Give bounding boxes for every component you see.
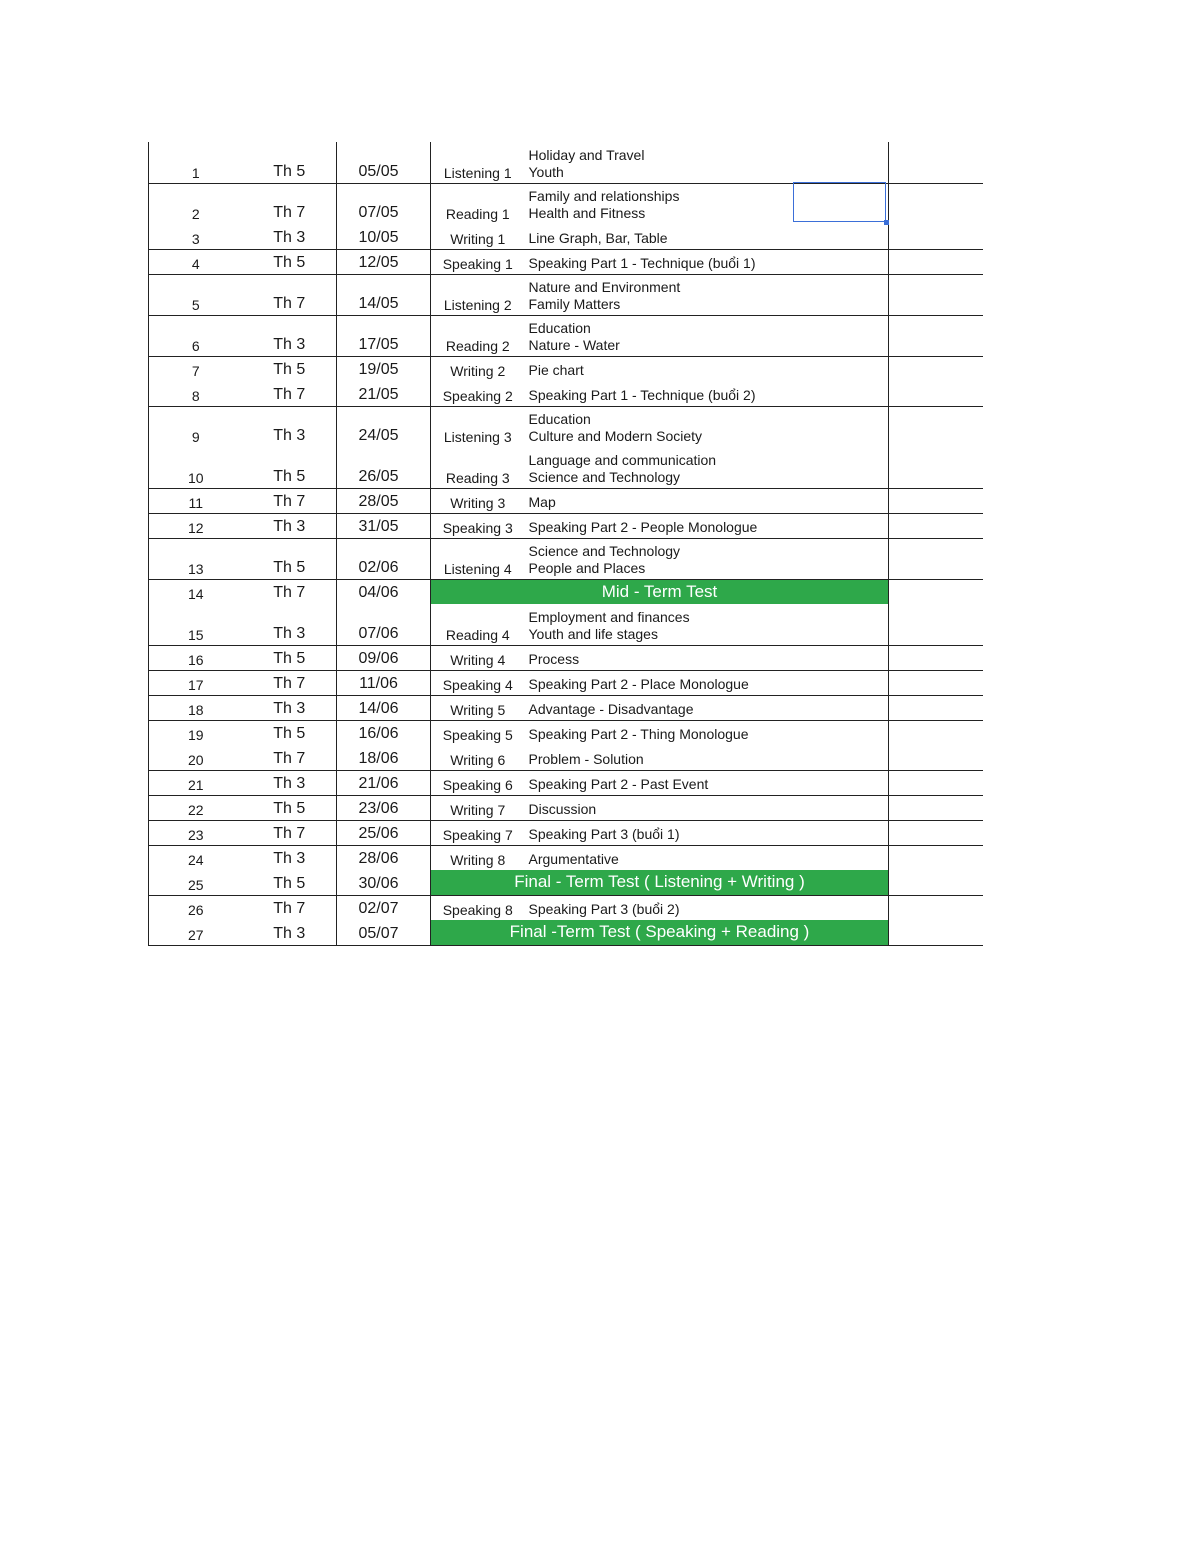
date-cell[interactable]: 12/05 xyxy=(337,249,431,274)
topic-line: Speaking Part 2 - People Monologue xyxy=(528,518,758,535)
session-number-cell[interactable]: 11 xyxy=(149,488,243,513)
topic-line: Speaking Part 3 (buổi 1) xyxy=(528,825,680,842)
topic-line: Map xyxy=(528,493,556,510)
blank-cell[interactable] xyxy=(889,745,983,770)
session-number-cell[interactable]: 25 xyxy=(149,870,243,895)
table-row xyxy=(149,579,983,604)
blank-cell[interactable] xyxy=(889,895,983,920)
table-row xyxy=(149,770,983,795)
skill-cell[interactable]: Writing 6 xyxy=(431,745,525,770)
topic-line: Science and Technology xyxy=(528,542,681,559)
topic-cell[interactable] xyxy=(525,538,889,579)
topic-cell[interactable] xyxy=(525,720,889,745)
date-cell[interactable]: 07/05 xyxy=(337,183,431,224)
session-number-cell[interactable]: 17 xyxy=(149,670,243,695)
session-number-cell[interactable]: 7 xyxy=(149,356,243,381)
schedule-table xyxy=(148,142,983,946)
table-row xyxy=(149,406,983,447)
topic-cell[interactable] xyxy=(525,745,889,770)
weekday-cell[interactable]: Th 5 xyxy=(243,645,337,670)
session-number-cell[interactable]: 27 xyxy=(149,920,243,945)
session-number-cell[interactable]: 12 xyxy=(149,513,243,538)
weekday-cell[interactable]: Th 5 xyxy=(243,447,337,488)
test-banner-cell[interactable]: Mid - Term Test xyxy=(431,579,889,604)
topic-cell[interactable] xyxy=(525,274,889,315)
date-cell[interactable]: 25/06 xyxy=(337,820,431,845)
session-number-cell[interactable]: 21 xyxy=(149,770,243,795)
table-row xyxy=(149,895,983,920)
blank-cell[interactable] xyxy=(889,356,983,381)
skill-cell[interactable]: Speaking 1 xyxy=(431,249,525,274)
weekday-cell[interactable]: Th 3 xyxy=(243,920,337,945)
fill-handle[interactable] xyxy=(884,220,889,225)
weekday-cell[interactable]: Th 7 xyxy=(243,274,337,315)
skill-cell[interactable]: Listening 1 xyxy=(431,142,525,183)
blank-cell[interactable] xyxy=(889,795,983,820)
weekday-cell[interactable]: Th 3 xyxy=(243,695,337,720)
skill-cell[interactable]: Reading 3 xyxy=(431,447,525,488)
date-cell[interactable]: 21/05 xyxy=(337,381,431,406)
session-number-cell[interactable]: 1 xyxy=(149,142,243,183)
blank-cell[interactable] xyxy=(889,670,983,695)
date-cell[interactable]: 26/05 xyxy=(337,447,431,488)
table-row xyxy=(149,670,983,695)
topic-cell[interactable] xyxy=(525,224,889,249)
weekday-cell[interactable]: Th 5 xyxy=(243,142,337,183)
skill-cell[interactable]: Reading 4 xyxy=(431,604,525,645)
skill-cell[interactable]: Writing 1 xyxy=(431,224,525,249)
table-row xyxy=(149,870,983,895)
topic-cell[interactable] xyxy=(525,447,889,488)
topic-line: Education xyxy=(528,319,591,336)
topic-line: Culture and Modern Society xyxy=(528,428,703,444)
blank-cell[interactable] xyxy=(889,604,983,645)
topic-line: People and Places xyxy=(528,559,646,576)
session-number-cell[interactable]: 2 xyxy=(149,183,243,224)
topic-cell[interactable] xyxy=(525,820,889,845)
session-number-cell[interactable]: 5 xyxy=(149,274,243,315)
weekday-cell[interactable]: Th 5 xyxy=(243,795,337,820)
table-row xyxy=(149,604,983,645)
selected-cell-highlight[interactable] xyxy=(793,182,886,222)
weekday-cell[interactable]: Th 3 xyxy=(243,604,337,645)
schedule-sheet xyxy=(148,142,982,946)
topic-line: Family Matters xyxy=(528,295,621,312)
topic-line: Speaking Part 2 - Place Monologue xyxy=(528,675,749,692)
skill-cell[interactable]: Speaking 6 xyxy=(431,770,525,795)
date-cell[interactable]: 05/07 xyxy=(337,920,431,945)
blank-cell[interactable] xyxy=(889,315,983,356)
topic-cell[interactable] xyxy=(525,604,889,645)
table-row xyxy=(149,356,983,381)
session-number-cell[interactable]: 8 xyxy=(149,381,243,406)
skill-cell[interactable]: Writing 5 xyxy=(431,695,525,720)
table-row xyxy=(149,538,983,579)
topic-line: Argumentative xyxy=(528,851,619,867)
skill-cell[interactable]: Writing 4 xyxy=(431,645,525,670)
date-cell[interactable]: 30/06 xyxy=(337,870,431,895)
topic-line: Pie chart xyxy=(528,362,584,378)
skill-cell[interactable]: Speaking 2 xyxy=(431,381,525,406)
topic-line: Youth xyxy=(528,163,564,180)
weekday-cell[interactable]: Th 7 xyxy=(243,579,337,604)
date-cell[interactable]: 10/05 xyxy=(337,224,431,249)
date-cell[interactable]: 24/05 xyxy=(337,406,431,447)
weekday-cell[interactable]: Th 3 xyxy=(243,315,337,356)
date-cell[interactable]: 19/05 xyxy=(337,356,431,381)
test-banner-cell[interactable]: Final - Term Test ( Listening + Writing ) xyxy=(431,870,889,895)
date-cell[interactable]: 14/06 xyxy=(337,695,431,720)
blank-cell[interactable] xyxy=(889,224,983,249)
date-cell[interactable]: 28/06 xyxy=(337,845,431,870)
blank-cell[interactable] xyxy=(889,513,983,538)
session-number-cell[interactable]: 16 xyxy=(149,645,243,670)
weekday-cell[interactable]: Th 7 xyxy=(243,745,337,770)
weekday-cell[interactable]: Th 7 xyxy=(243,895,337,920)
topic-cell[interactable] xyxy=(525,381,889,406)
blank-cell[interactable] xyxy=(889,183,983,224)
date-cell[interactable]: 31/05 xyxy=(337,513,431,538)
table-row xyxy=(149,447,983,488)
blank-cell[interactable] xyxy=(889,920,983,945)
session-number-cell[interactable]: 18 xyxy=(149,695,243,720)
blank-cell[interactable] xyxy=(889,870,983,895)
weekday-cell[interactable]: Th 7 xyxy=(243,820,337,845)
skill-cell[interactable]: Writing 2 xyxy=(450,363,506,379)
topic-cell[interactable] xyxy=(525,795,889,820)
session-number-cell[interactable]: 4 xyxy=(149,249,243,274)
table-row xyxy=(149,820,983,845)
skill-cell[interactable]: Listening 4 xyxy=(431,538,525,579)
blank-cell[interactable] xyxy=(889,770,983,795)
blank-cell[interactable] xyxy=(889,142,983,183)
date-cell[interactable]: 16/06 xyxy=(337,720,431,745)
session-number-cell[interactable]: 22 xyxy=(149,795,243,820)
table-row xyxy=(149,720,983,745)
table-row xyxy=(149,745,983,770)
topic-line: Health and Fitness xyxy=(528,205,646,221)
table-row xyxy=(149,513,983,538)
date-cell[interactable]: 02/07 xyxy=(337,895,431,920)
date-cell[interactable]: 14/05 xyxy=(337,274,431,315)
session-number-cell[interactable]: 23 xyxy=(149,820,243,845)
blank-cell[interactable] xyxy=(889,645,983,670)
skill-cell[interactable]: Speaking 3 xyxy=(431,513,525,538)
topic-cell[interactable] xyxy=(525,695,889,720)
session-number-cell[interactable]: 3 xyxy=(149,224,243,249)
skill-cell[interactable]: Listening 3 xyxy=(443,429,512,445)
table-row xyxy=(149,315,983,356)
table-row xyxy=(149,274,983,315)
blank-cell[interactable] xyxy=(889,845,983,870)
topic-cell[interactable] xyxy=(525,645,889,670)
skill-cell[interactable]: Reading 2 xyxy=(431,315,525,356)
date-cell[interactable]: 28/05 xyxy=(337,488,431,513)
topic-cell[interactable] xyxy=(525,406,889,447)
session-number-cell[interactable]: 24 xyxy=(149,845,243,870)
date-cell[interactable]: 21/06 xyxy=(337,770,431,795)
session-number-cell[interactable]: 15 xyxy=(149,604,243,645)
topic-line: Speaking Part 3 (buổi 2) xyxy=(528,901,680,917)
topic-cell[interactable] xyxy=(525,845,889,870)
date-cell[interactable]: 04/06 xyxy=(337,579,431,604)
blank-cell[interactable] xyxy=(889,381,983,406)
topic-cell[interactable] xyxy=(525,670,889,695)
date-cell[interactable]: 09/06 xyxy=(337,645,431,670)
session-number-cell[interactable]: 20 xyxy=(149,745,243,770)
weekday-cell[interactable]: Th 7 xyxy=(243,488,337,513)
skill-cell[interactable]: Reading 1 xyxy=(445,206,510,222)
table-row xyxy=(149,845,983,870)
weekday-cell[interactable]: Th 3 xyxy=(243,224,337,249)
weekday-cell[interactable]: Th 7 xyxy=(243,670,337,695)
skill-cell[interactable]: Speaking 4 xyxy=(431,670,525,695)
skill-cell[interactable]: Speaking 7 xyxy=(431,820,525,845)
skill-cell[interactable]: Writing 7 xyxy=(431,795,525,820)
weekday-cell[interactable]: Th 5 xyxy=(243,249,337,274)
skill-cell[interactable]: Writing 8 xyxy=(450,852,506,868)
topic-line: Nature and Environment xyxy=(528,278,681,295)
table-row xyxy=(149,249,983,274)
weekday-cell[interactable]: Th 5 xyxy=(243,720,337,745)
topic-cell[interactable] xyxy=(525,356,889,381)
date-cell[interactable]: 18/06 xyxy=(337,745,431,770)
date-cell[interactable]: 11/06 xyxy=(337,670,431,695)
topic-cell[interactable] xyxy=(525,142,889,183)
topic-cell[interactable] xyxy=(525,770,889,795)
session-number-cell[interactable]: 26 xyxy=(149,895,243,920)
topic-cell[interactable] xyxy=(525,315,889,356)
topic-line: Process xyxy=(528,650,580,667)
date-cell[interactable]: 07/06 xyxy=(337,604,431,645)
topic-cell[interactable] xyxy=(525,513,889,538)
topic-cell[interactable] xyxy=(525,249,889,274)
blank-cell[interactable] xyxy=(889,538,983,579)
date-cell[interactable]: 02/06 xyxy=(337,538,431,579)
date-cell[interactable]: 17/05 xyxy=(337,315,431,356)
topic-line: Holiday and Travel xyxy=(528,146,645,163)
topic-cell[interactable] xyxy=(525,895,889,920)
session-number-cell[interactable]: 14 xyxy=(149,579,243,604)
session-number-cell[interactable]: 13 xyxy=(149,538,243,579)
weekday-cell[interactable]: Th 3 xyxy=(243,406,337,447)
table-row xyxy=(149,142,983,183)
blank-cell[interactable] xyxy=(889,488,983,513)
topic-line: Science and Technology xyxy=(528,468,681,485)
weekday-cell[interactable]: Th 7 xyxy=(243,183,337,224)
table-row xyxy=(149,920,983,945)
topic-line: Family and relationships xyxy=(528,188,680,204)
weekday-cell[interactable]: Th 5 xyxy=(243,356,337,381)
topic-line: Discussion xyxy=(528,800,597,817)
weekday-cell[interactable]: Th 3 xyxy=(243,770,337,795)
blank-cell[interactable] xyxy=(889,406,983,447)
topic-line: Problem - Solution xyxy=(528,750,644,767)
table-row xyxy=(149,381,983,406)
weekday-cell[interactable]: Th 5 xyxy=(243,870,337,895)
blank-cell[interactable] xyxy=(889,820,983,845)
topic-line: Employment and finances xyxy=(528,608,690,625)
blank-cell[interactable] xyxy=(889,447,983,488)
topic-line: Advantage - Disadvantage xyxy=(528,700,694,717)
topic-line: Youth and life stages xyxy=(528,625,658,642)
skill-cell[interactable]: Speaking 8 xyxy=(442,902,513,918)
topic-line: Speaking Part 1 - Technique (buổi 2) xyxy=(528,386,756,403)
table-row xyxy=(149,795,983,820)
table-row xyxy=(149,645,983,670)
blank-cell[interactable] xyxy=(889,274,983,315)
blank-cell[interactable] xyxy=(889,579,983,604)
table-row xyxy=(149,695,983,720)
date-cell[interactable]: 05/05 xyxy=(337,142,431,183)
session-number-cell[interactable]: 6 xyxy=(149,315,243,356)
table-row xyxy=(149,224,983,249)
topic-line: Language and communication xyxy=(528,451,717,468)
skill-cell[interactable]: Speaking 5 xyxy=(442,727,513,743)
table-row xyxy=(149,488,983,513)
topic-line: Education xyxy=(528,411,591,427)
session-number-cell[interactable]: 10 xyxy=(149,447,243,488)
topic-line: Nature - Water xyxy=(528,336,620,353)
session-number-cell[interactable]: 19 xyxy=(149,720,243,745)
weekday-cell[interactable]: Th 3 xyxy=(243,513,337,538)
skill-cell[interactable]: Writing 3 xyxy=(431,488,525,513)
session-number-cell[interactable]: 9 xyxy=(149,406,243,447)
weekday-cell[interactable]: Th 7 xyxy=(243,381,337,406)
weekday-cell[interactable]: Th 3 xyxy=(243,845,337,870)
blank-cell[interactable] xyxy=(889,695,983,720)
weekday-cell[interactable]: Th 5 xyxy=(243,538,337,579)
topic-cell[interactable] xyxy=(525,488,889,513)
topic-line: Speaking Part 2 - Thing Monologue xyxy=(528,726,749,742)
date-cell[interactable]: 23/06 xyxy=(337,795,431,820)
topic-line: Speaking Part 1 - Technique (buổi 1) xyxy=(528,254,756,271)
skill-cell[interactable]: Listening 2 xyxy=(431,274,525,315)
blank-cell[interactable] xyxy=(889,249,983,274)
test-banner-cell[interactable]: Final -Term Test ( Speaking + Reading ) xyxy=(431,920,889,945)
topic-line: Speaking Part 2 - Past Event xyxy=(528,775,709,792)
blank-cell[interactable] xyxy=(889,720,983,745)
topic-line: Line Graph, Bar, Table xyxy=(528,229,668,246)
